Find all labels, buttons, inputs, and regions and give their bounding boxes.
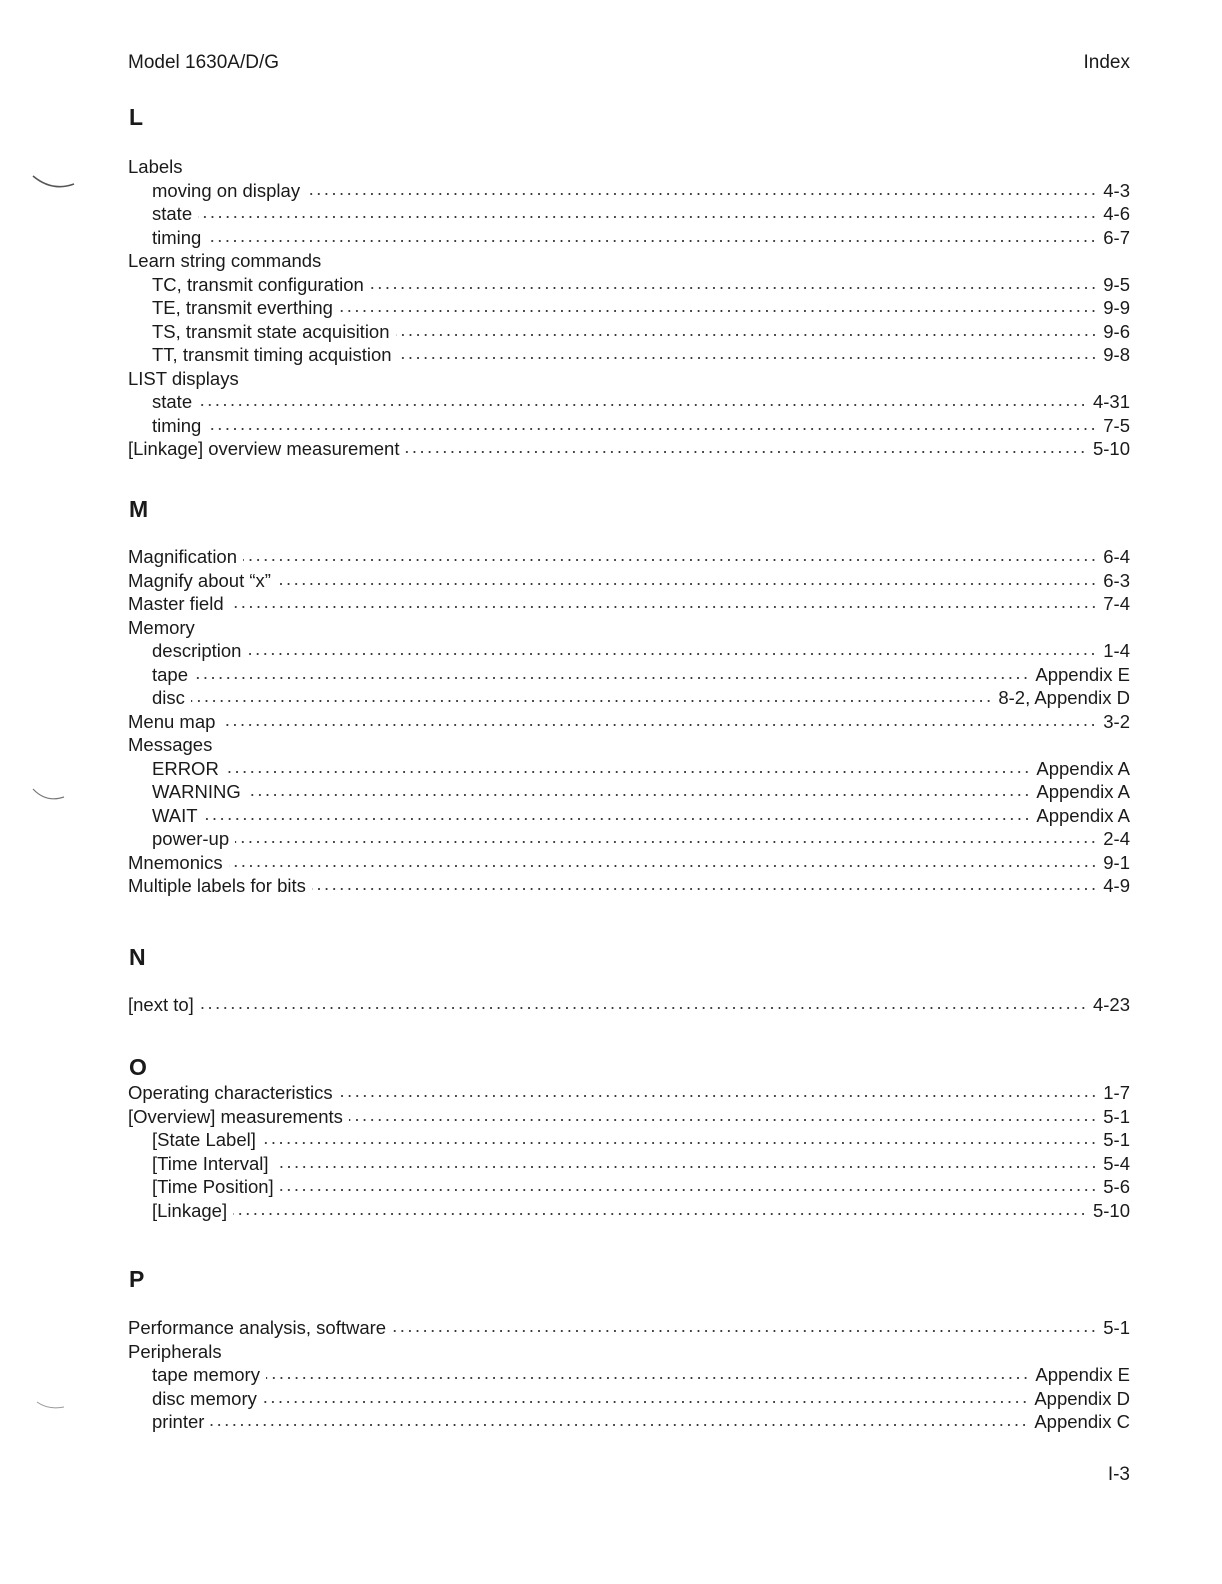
index-term: timing (152, 226, 202, 248)
index-entry (128, 569, 1130, 592)
index-term: Peripherals (128, 1340, 222, 1362)
index-entry (128, 367, 1130, 390)
index-subentry (128, 179, 1130, 202)
index-term: description (152, 640, 242, 661)
index-subentry (128, 686, 1130, 709)
index-term: LIST displays (128, 367, 239, 389)
index-term: tape memory (152, 1364, 260, 1385)
index-entry (128, 1316, 1130, 1339)
index-subentry (128, 1175, 1130, 1198)
index-entry (128, 1081, 1130, 1104)
page-reference: Appendix A (1036, 757, 1130, 779)
index-term: TT, transmit timing acquistion (152, 344, 392, 365)
dot-leader (266, 1376, 1029, 1380)
section-letter-l: L (129, 104, 144, 130)
running-header-section: Index (1083, 52, 1130, 73)
index-entry (128, 249, 1130, 272)
index-subentry (128, 1410, 1130, 1433)
index-subentry (128, 226, 1130, 249)
index-entry (128, 155, 1130, 178)
dot-leader (221, 723, 1097, 727)
index-term: Labels (128, 156, 183, 177)
index-entry (128, 1105, 1130, 1128)
dot-leader (247, 652, 1097, 656)
index-subentry (128, 757, 1130, 780)
index-entry (128, 733, 1130, 756)
index-term: Magnification (128, 546, 238, 567)
index-entry (128, 851, 1130, 874)
page-reference: 4-31 (1092, 391, 1130, 412)
page-reference: 6-4 (1103, 546, 1130, 567)
page-reference: 4-23 (1092, 994, 1130, 1015)
page-reference: 5-1 (1103, 1129, 1130, 1150)
page-reference: Appendix E (1035, 1364, 1130, 1385)
index-term: tape (152, 663, 189, 685)
dot-leader (339, 1094, 1098, 1098)
index-entry (128, 616, 1130, 639)
index-term: state (152, 203, 193, 224)
index-term: Multiple labels for bits (128, 875, 306, 896)
index-subentry (128, 827, 1130, 850)
index-subentry (128, 390, 1130, 413)
page-reference: 5-1 (1103, 1317, 1130, 1338)
index-subentry (128, 1199, 1130, 1222)
index-subentry (128, 804, 1130, 827)
index-term: Menu map (128, 710, 216, 732)
dot-leader (275, 1165, 1098, 1169)
page-reference: Appendix D (1034, 1387, 1130, 1409)
dot-leader (262, 1141, 1097, 1145)
page-reference: 9-8 (1103, 344, 1130, 365)
page-reference: 5-1 (1103, 1105, 1130, 1127)
dot-leader (194, 676, 1029, 680)
index-subentry (128, 320, 1130, 343)
index-term: [Linkage] (152, 1199, 228, 1221)
section-letter-m: M (129, 496, 149, 522)
index-term: Master field (128, 593, 224, 614)
index-term: Mnemonics (128, 851, 223, 873)
dot-leader (306, 192, 1097, 196)
index-entry (128, 437, 1130, 460)
page-reference: 7-4 (1103, 593, 1130, 614)
index-term: TE, transmit everthing (152, 297, 333, 318)
page-reference: 3-2 (1103, 710, 1130, 732)
dot-leader (210, 1423, 1028, 1427)
dot-leader (243, 558, 1097, 562)
index-subentry (128, 414, 1130, 437)
index-term: disc memory (152, 1387, 257, 1409)
index-term: Learn string commands (128, 250, 322, 271)
page-reference: 9-9 (1103, 297, 1130, 318)
index-term: [State Label] (152, 1129, 256, 1150)
page-reference: 5-10 (1092, 438, 1130, 459)
dot-leader (405, 450, 1087, 454)
index-term: Magnify about “x” (128, 569, 271, 591)
dot-leader (398, 356, 1098, 360)
running-header-model: Model 1630A/D/G (128, 52, 280, 73)
dot-leader (263, 1400, 1028, 1404)
index-term: [Time Interval] (152, 1152, 269, 1174)
page-reference: Appendix E (1035, 663, 1130, 685)
page-reference: Appendix C (1034, 1411, 1130, 1432)
dot-leader (225, 770, 1031, 774)
index-term: timing (152, 414, 202, 436)
index-subentry (128, 639, 1130, 662)
index-subentry (128, 296, 1130, 319)
page-reference: 4-3 (1103, 179, 1130, 201)
index-term: [next to] (128, 994, 194, 1015)
index-term: [Time Position] (152, 1176, 274, 1197)
dot-leader (349, 1118, 1097, 1122)
page-reference: 5-10 (1092, 1199, 1130, 1221)
index-term: printer (152, 1411, 205, 1432)
index-term: WAIT (152, 804, 198, 826)
index-term: TC, transmit configuration (152, 273, 364, 295)
index-subentry (128, 780, 1130, 803)
dot-leader (370, 286, 1097, 290)
scan-mark-2 (30, 785, 70, 805)
page-reference: 4-9 (1103, 875, 1130, 896)
page-reference: 6-7 (1103, 226, 1130, 248)
index-term: Memory (128, 616, 195, 638)
scan-mark-3 (34, 1398, 68, 1412)
section-letter-p: P (129, 1266, 145, 1292)
index-term: moving on display (152, 179, 301, 201)
page-reference: 9-5 (1103, 273, 1130, 295)
dot-leader (277, 582, 1097, 586)
dot-leader (396, 333, 1098, 337)
index-subentry (128, 1363, 1130, 1386)
page-reference: 2-4 (1103, 828, 1130, 849)
page-reference: 1-4 (1103, 640, 1130, 661)
page-reference: 8-2, Appendix D (998, 687, 1130, 708)
dot-leader (200, 1006, 1087, 1010)
page-reference: 1-7 (1103, 1082, 1130, 1103)
index-entry (128, 993, 1130, 1016)
dot-leader (207, 239, 1097, 243)
dot-leader (312, 887, 1097, 891)
page-reference: 4-6 (1103, 203, 1130, 224)
page-reference: 7-5 (1103, 414, 1130, 436)
page-reference: 5-4 (1103, 1152, 1130, 1174)
index-entry (128, 545, 1130, 568)
index-subentry (128, 1128, 1130, 1151)
scan-mark-1 (30, 170, 82, 194)
index-entry (128, 1340, 1130, 1363)
index-subentry (128, 663, 1130, 686)
index-subentry (128, 273, 1130, 296)
dot-leader (198, 215, 1097, 219)
page-reference: Appendix A (1036, 781, 1130, 802)
page-reference: Appendix A (1036, 804, 1130, 826)
index-entry (128, 874, 1130, 897)
dot-leader (229, 864, 1098, 868)
index-subentry (128, 202, 1130, 225)
index-subentry (128, 1152, 1130, 1175)
index-term: Performance analysis, software (128, 1317, 387, 1338)
dot-leader (207, 427, 1097, 431)
index-term: [Overview] measurements (128, 1105, 343, 1127)
page-reference: 9-1 (1103, 851, 1130, 873)
page-reference: 5-6 (1103, 1176, 1130, 1197)
dot-leader (233, 1212, 1087, 1216)
index-term: disc (152, 687, 185, 708)
index-term: WARNING (152, 781, 241, 802)
dot-leader (204, 817, 1031, 821)
dot-leader (191, 699, 992, 703)
index-term: ERROR (152, 757, 219, 779)
section-letter-n: N (129, 944, 146, 970)
section-letter-o: O (129, 1054, 147, 1080)
index-entry (128, 710, 1130, 733)
index-term: [Linkage] overview measurement (128, 438, 400, 459)
dot-leader (392, 1329, 1097, 1333)
dot-leader (198, 403, 1087, 407)
index-term: power-up (152, 828, 230, 849)
dot-leader (235, 840, 1097, 844)
dot-leader (339, 309, 1097, 313)
page-reference: 6-3 (1103, 569, 1130, 591)
index-subentry (128, 343, 1130, 366)
index-term: state (152, 391, 193, 412)
index-subentry (128, 1387, 1130, 1410)
index-entry (128, 592, 1130, 615)
dot-leader (230, 605, 1098, 609)
index-term: Messages (128, 734, 213, 755)
dot-leader (280, 1188, 1098, 1192)
dot-leader (247, 793, 1031, 797)
page-reference: 9-6 (1103, 320, 1130, 342)
page-number: I-3 (1107, 1464, 1130, 1485)
index-term: TS, transmit state acquisition (152, 320, 390, 342)
index-term: Operating characteristics (128, 1082, 333, 1103)
